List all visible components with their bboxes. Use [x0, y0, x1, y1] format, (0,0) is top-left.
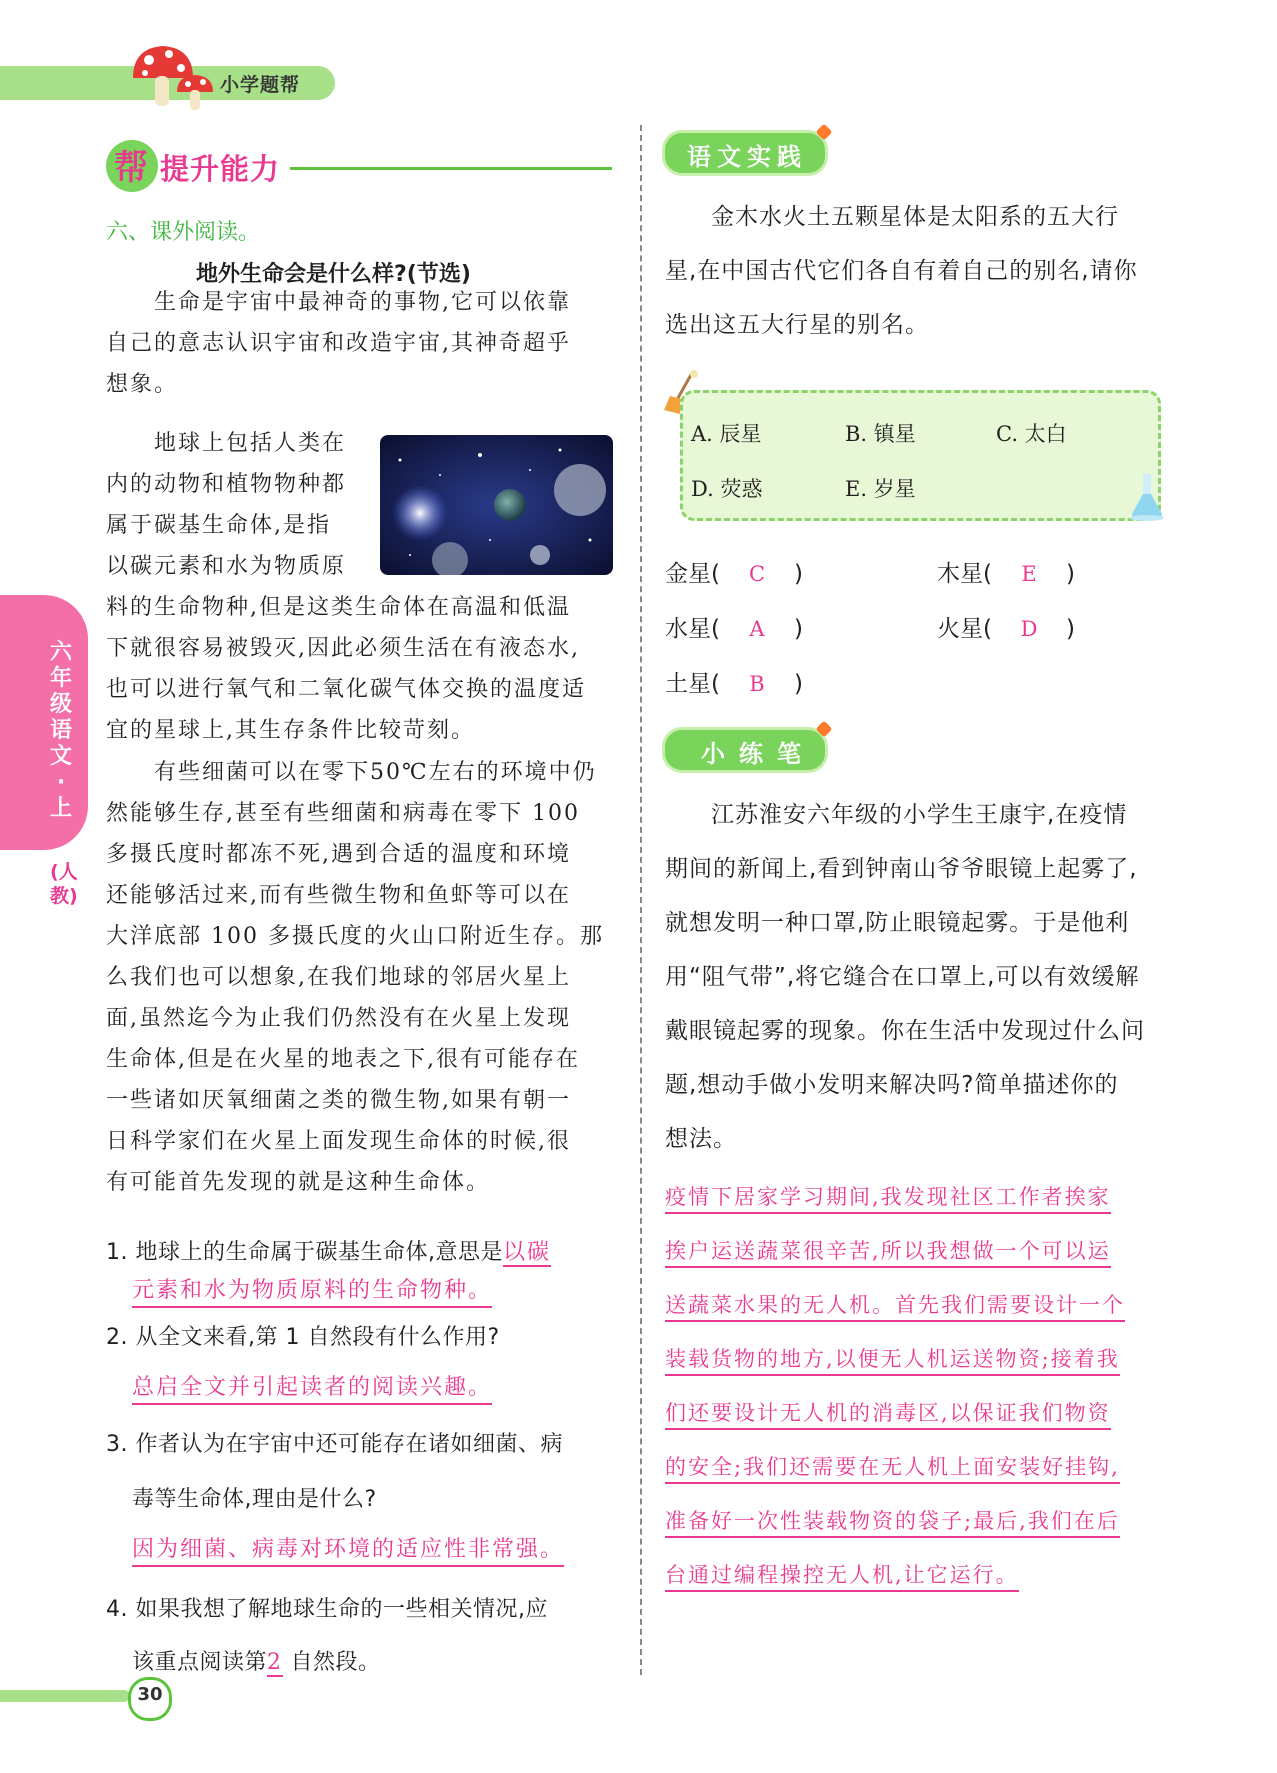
text-line: 金木水火土五颗星体是太阳系的五大行	[711, 204, 1119, 230]
question-1	[106, 1235, 551, 1268]
blank-label: 火星(	[937, 616, 992, 642]
text-line: 题,想动手做小发明来解决吗?简单描述你的	[665, 1072, 1119, 1098]
question-label: 六、课外阅读。	[106, 220, 261, 245]
blank-close: )	[1065, 616, 1075, 642]
choice-d: D. 荧惑	[691, 477, 763, 501]
answer-line: 准备好一次性装载物资的袋子;最后,我们在后	[665, 1509, 1120, 1538]
article-title: 地外生命会是什么样?(节选)	[196, 262, 471, 287]
text-line: 想象。	[106, 372, 179, 397]
text-line: 有些细菌可以在零下50℃左右的环境中仍	[154, 760, 597, 785]
question-4-line-2	[132, 1645, 381, 1678]
blank-answer: C	[748, 562, 766, 586]
blank-close: )	[793, 671, 803, 697]
blank-answer: B	[749, 672, 765, 696]
text-line: 江苏淮安六年级的小学生王康宇,在疫情	[711, 802, 1128, 828]
text-line: 一些诸如厌氧细菌之类的微生物,如果有朝一	[106, 1088, 571, 1113]
text-line: 属于碳基生命体,是指	[106, 513, 331, 538]
text-line: 有可能首先发现的就是这种生命体。	[106, 1170, 491, 1195]
blank-close: )	[793, 561, 803, 587]
blank-label: 木星(	[937, 561, 992, 587]
question-3-line-2: 毒等生命体,理由是什么?	[132, 1487, 377, 1512]
text-line: 地球上包括人类在	[154, 431, 347, 456]
choice-e: E. 岁星	[845, 477, 916, 501]
space-image	[380, 435, 613, 575]
text-line: 大洋底部 100 多摄氏度的火山口附近生存。那	[106, 924, 604, 949]
practice-tag	[662, 130, 828, 176]
text-line: 就想发明一种口罩,防止眼镜起雾。于是他利	[665, 910, 1130, 936]
writing-answer	[665, 1175, 1170, 1607]
side-tab-grade: 六年级语文·上	[49, 640, 72, 821]
text-line: 还能够活过来,而有些微生物和鱼虾等可以在	[106, 883, 571, 908]
question-3-line-1: 3. 作者认为在宇宙中还可能存在诸如细菌、病	[106, 1432, 563, 1457]
blank-label: 土星(	[665, 671, 720, 697]
text-line: 么我们也可以想象,在我们地球的邻居火星上	[106, 965, 571, 990]
choice-box	[680, 390, 1161, 521]
text-line: 日科学家们在火星上面发现生命体的时候,很	[106, 1129, 571, 1154]
text-line: 期间的新闻上,看到钟南山爷爷眼镜上起雾了,	[665, 856, 1138, 882]
header-title: 小学题帮	[220, 74, 301, 96]
practice-text	[665, 190, 1175, 352]
blank-answer: A	[749, 617, 765, 641]
paragraph-1	[106, 282, 614, 405]
blank-tuxing	[665, 665, 803, 698]
question-1-text: 1. 地球上的生命属于碳基生命体,意思是	[106, 1240, 503, 1265]
writing-tag	[662, 727, 828, 773]
text-line: 自己的意志认识宇宙和改造宇宙,其神奇超乎	[106, 331, 571, 356]
text-line: 下就很容易被毁灭,因此必须生活在有液态水,	[106, 636, 580, 661]
text-line: 宜的星球上,其生存条件比较苛刻。	[106, 718, 475, 743]
choice-a: A. 辰星	[691, 422, 762, 446]
text-line: 想法。	[665, 1126, 737, 1152]
section-badge-char: 帮	[114, 148, 148, 188]
writing-tag-text: 小练笔	[701, 740, 815, 768]
answer-line: 的安全;我们还需要在无人机上面安装好挂钩,	[665, 1455, 1120, 1484]
blank-jinxing	[665, 555, 803, 588]
choice-c: C. 太白	[996, 422, 1067, 446]
question-1-answer-a: 以碳	[502, 1240, 551, 1265]
paragraph-2-full	[106, 587, 614, 751]
text-line: 然能够生存,甚至有些细菌和病毒在零下 100	[106, 801, 580, 826]
question-4-line-1: 4. 如果我想了解地球生命的一些相关情况,应	[106, 1597, 548, 1622]
choice-b: B. 镇星	[845, 422, 916, 446]
blank-label: 水星(	[665, 616, 720, 642]
blank-answer: D	[1020, 617, 1038, 641]
blank-muxing	[937, 555, 1075, 588]
question-4-text: 该重点阅读第	[132, 1650, 268, 1675]
answer-line: 挨户运送蔬菜很辛苦,所以我想做一个可以运	[665, 1239, 1111, 1268]
text-line: 用“阻气带”,将它缝合在口罩上,可以有效缓解	[665, 964, 1140, 990]
answer-line: 送蔬菜水果的无人机。首先我们需要设计一个	[665, 1293, 1125, 1322]
text-line: 生命是宇宙中最神奇的事物,它可以依靠	[154, 290, 571, 315]
text-line: 也可以进行氧气和二氧化碳气体交换的温度适	[106, 677, 587, 702]
page-number: 30	[137, 1684, 163, 1705]
blank-shuixing	[665, 610, 803, 643]
text-line: 内的动物和植物物种都	[106, 472, 347, 497]
question-4-suffix: 自然段。	[283, 1650, 381, 1675]
answer-line: 们还要设计无人机的消毒区,以保证我们物资	[665, 1401, 1111, 1430]
blank-huoxing	[937, 610, 1075, 643]
text-line: 料的生命物种,但是这类生命体在高温和低温	[106, 595, 571, 620]
side-tab-edition: (人教)	[50, 861, 78, 907]
blank-label: 金星(	[665, 561, 720, 587]
blank-close: )	[793, 616, 803, 642]
question-2-answer: 总启全文并引起读者的阅读兴趣。	[132, 1373, 492, 1405]
section-title: 提升能力	[160, 152, 281, 186]
text-line: 戴眼镜起雾的现象。你在生活中发现过什么问	[665, 1018, 1145, 1044]
blank-close: )	[1065, 561, 1075, 587]
writing-prompt	[665, 788, 1175, 1166]
text-line: 以碳元素和水为物质原	[106, 554, 347, 579]
text-line: 生命体,但是在火星的地表之下,很有可能存在	[106, 1047, 580, 1072]
question-2: 2. 从全文来看,第 1 自然段有什么作用?	[106, 1325, 500, 1350]
answer-line: 疫情下居家学习期间,我发现社区工作者挨家	[665, 1185, 1111, 1214]
blank-answer: E	[1021, 562, 1037, 586]
column-divider	[640, 125, 642, 1675]
text-line: 星,在中国古代它们各自有着自己的别名,请你	[665, 258, 1138, 284]
question-1-answer-b: 元素和水为物质原料的生命物种。	[132, 1276, 492, 1308]
paragraph-2-wrap	[106, 423, 376, 587]
answer-line: 台通过编程操控无人机,让它运行。	[665, 1563, 1019, 1592]
mushroom-icon	[125, 40, 225, 115]
paragraph-3	[106, 752, 614, 1203]
question-4-answer: 2	[267, 1650, 284, 1675]
text-line: 选出这五大行星的别名。	[665, 312, 929, 338]
practice-tag-text: 语文实践	[687, 143, 807, 171]
footer-bar	[0, 1690, 130, 1702]
text-line: 多摄氏度时都冻不死,遇到合适的温度和环境	[106, 842, 571, 867]
text-line: 面,虽然迄今为止我们仍然没有在火星上发现	[106, 1006, 571, 1031]
flask-icon	[1128, 470, 1166, 522]
answer-line: 装载货物的地方,以便无人机运送物资;接着我	[665, 1347, 1120, 1376]
section-divider	[290, 167, 612, 170]
question-3-answer: 因为细菌、病毒对环境的适应性非常强。	[132, 1535, 564, 1567]
